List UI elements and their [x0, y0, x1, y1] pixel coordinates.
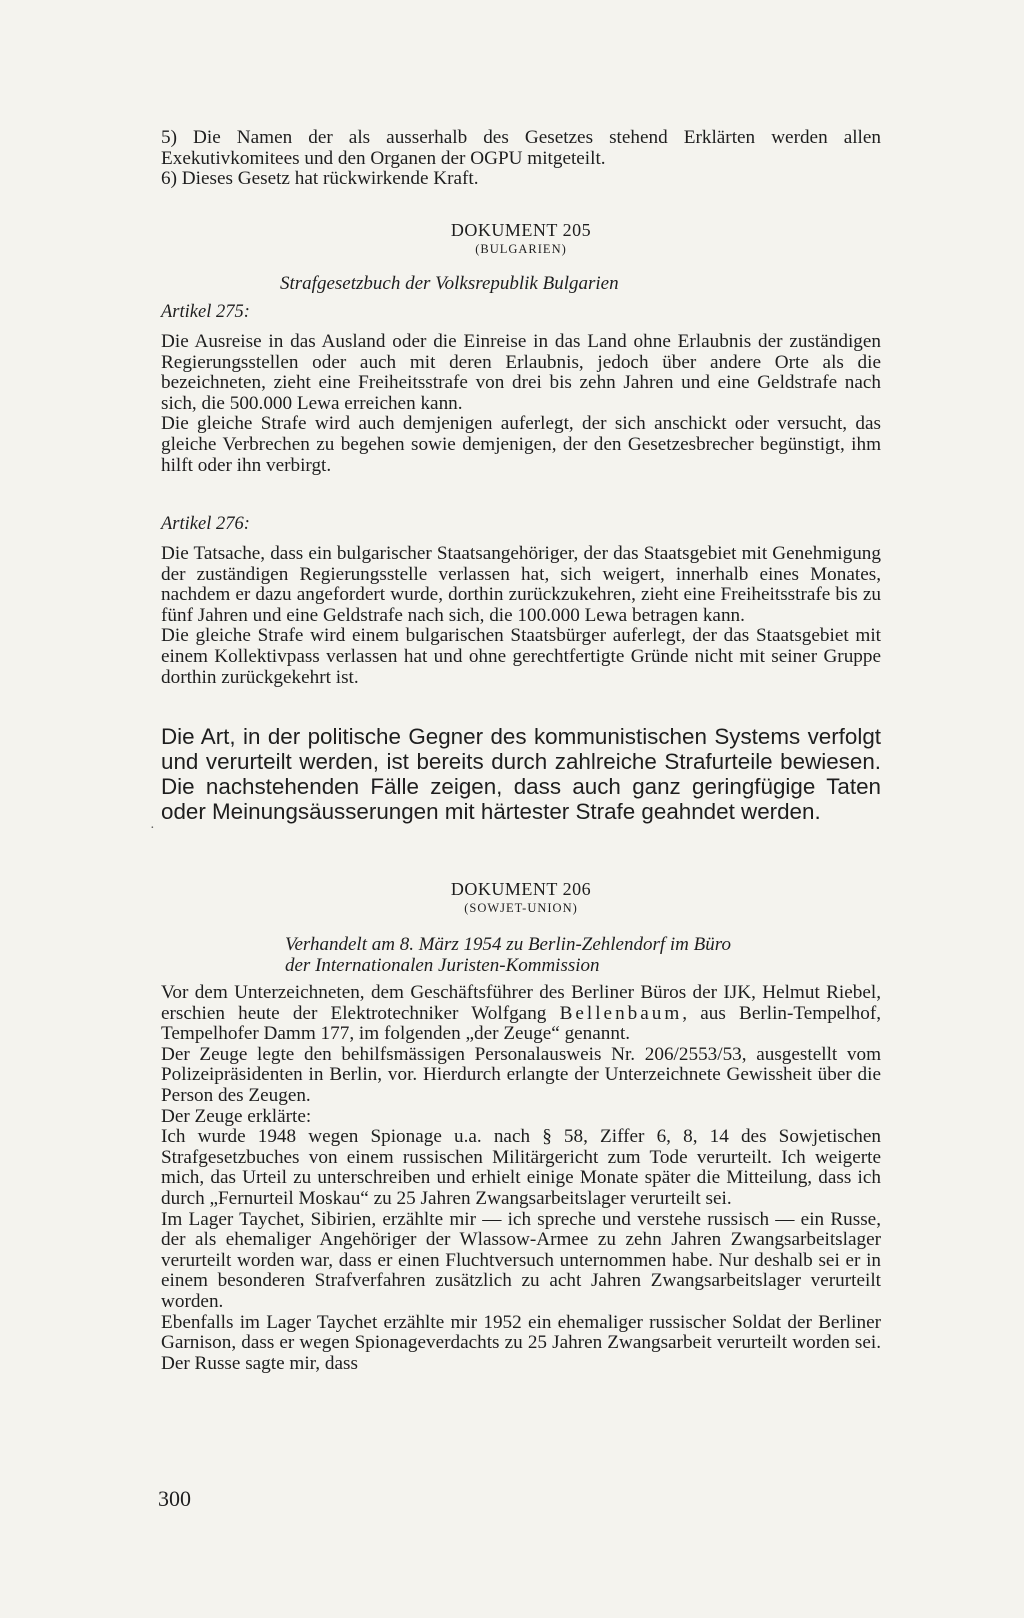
witness-name: Bellenbaum	[559, 1002, 683, 1024]
article-276-paragraph-1: Die Tatsache, dass ein bulgarischer Staatsangehöriger, der das Staatsgebiet mit Genehmigung der zuständigen Regierungsstelle verlassen hat, sich weigert, innerhalb eines Monates, nachdem er dazu angefordert wurde, dorthin zurückzukehren, zieht eine Freiheitsstrafe bis zu fünf Jahren und eine Geldstrafe nach sich, die 100.000 Lewa betragen kann.	[161, 543, 881, 626]
doc206-place-line-1: Verhandelt am 8. März 1954 zu Berlin-Zehlendorf im Büro	[285, 934, 731, 955]
doc206-country: (SOWJET-UNION)	[464, 901, 578, 915]
doc206-paragraph-1b: , aus Berlin-Tempelhof, Tempelhofer Damm 177, im folgenden „der Zeuge“ genannt.	[161, 1002, 882, 1045]
article-275-label: Artikel 275:	[161, 302, 250, 322]
article-275-body	[161, 332, 881, 476]
doc206-place-header	[285, 934, 881, 976]
doc206-paragraph-2: Der Zeuge legte den behilfsmässigen Personalausweis Nr. 206/2553/53, ausgestellt vom Polizeipräsidenten in Berlin, vor. Hierdurch erlangte der Unterzeichnete Gewissheit über die Person des Zeugen.	[161, 1043, 881, 1106]
intro-section	[161, 128, 881, 190]
margin-mark: ·	[150, 821, 155, 836]
commentary-paragraph: Die Art, in der politische Gegner des kommunistischen Systems verfolgt und verurteilt werden, ist bereits durch zahlreiche Strafurteile bewiesen. Die nachstehenden Fälle zeigen, dass auch ganz geringfügige Taten oder Meinungsäusserungen mit härtester Strafe geahndet werden.	[161, 724, 881, 824]
doc206-paragraph-5: Im Lager Taychet, Sibirien, erzählte mir — ich spreche und verstehe russisch — ein Russe, der als ehemaliger Angehöriger der Wlassow-Armee zu zehn Jahren Zwangsarbeitslager verurteilt worden war, dass er einen Fluchtversuch unternommen habe. Nur deshalb sei er in einem besonderen Strafverfahren zusätzlich zu acht Jahren Zwangsarbeitslager verurteilt worden.	[161, 1208, 881, 1312]
doc205-country: (BULGARIEN)	[475, 242, 567, 256]
doc205-heading	[161, 219, 881, 257]
doc206-heading	[161, 878, 881, 916]
doc205-law-title: Strafgesetzbuch der Volksrepublik Bulgarien	[280, 273, 619, 294]
article-276-paragraph-2: Die gleiche Strafe wird einem bulgarischen Staatsbürger auferlegt, der das Staatsgebiet mit einem Kollektivpass verlassen hat und ohne gerechtfertigte Gründe nicht mit seiner Gruppe dorthin zurückgekehrt ist.	[161, 625, 881, 688]
paragraph-6: 6) Dieses Gesetz hat rückwirkende Kraft.	[161, 168, 479, 190]
article-275-paragraph-2: Die gleiche Strafe wird auch demjenigen auferlegt, der sich anschickt oder versucht, das gleiche Verbrechen zu begehen sowie demjenigen, der den Gesetzesbrecher begünstigt, ihm hilft oder ihn verbirgt.	[161, 413, 881, 476]
doc205-title: DOKUMENT 205	[450, 220, 592, 240]
doc206-title: DOKUMENT 206	[450, 879, 592, 899]
doc206-paragraph-3: Der Zeuge erklärte:	[161, 1105, 312, 1127]
doc206-place-line-2: der Internationalen Juristen-Kommission	[285, 955, 600, 976]
page-number: 300	[158, 1486, 191, 1511]
paragraph-5: 5) Die Namen der als ausserhalb des Gesetzes stehend Erklärten werden allen Exekutivkomitees und den Organen der OGPU mitgeteilt.	[161, 127, 881, 169]
article-275-paragraph-1: Die Ausreise in das Ausland oder die Einreise in das Land ohne Erlaubnis der zuständigen Regierungsstellen oder auch mit deren Erlaubnis, jedoch über andere Orte als die bezeichneten, zieht eine Freiheitsstrafe von drei bis zehn Jahren und eine Geldstrafe nach sich, die 500.000 Lewa erreichen kann.	[161, 331, 881, 414]
doc206-paragraph-6: Ebenfalls im Lager Taychet erzählte mir 1952 ein ehemaliger russischer Soldat der Berliner Garnison, dass er wegen Spionageverdachts zu 25 Jahren Zwangsarbeit verurteilt worden sei. Der Russe sagte mir, dass	[161, 1311, 881, 1374]
article-276-label: Artikel 276:	[161, 514, 250, 534]
doc206-body	[161, 983, 881, 1374]
doc206-paragraph-4: Ich wurde 1948 wegen Spionage u.a. nach § 58, Ziffer 6, 8, 14 des Sowjetischen Strafgesetzbuches von einem russischen Militärgericht zum Tode verurteilt. Ich weigerte mich, das Urteil zu unterschreiben und erhielt einige Monate später die Mitteilung, dass ich durch „Fernurteil Moskau“ zu 25 Jahren Zwangsarbeitslager verurteilt sei.	[161, 1126, 881, 1209]
commentary-section	[161, 724, 881, 824]
article-276-body	[161, 544, 881, 688]
doc206-paragraph-1a: Vor dem Unterzeichneten, dem Geschäftsführer des Berliner Büros der IJK, Helmut Riebel, erschien heute der Elektrotechniker Wolfgang	[161, 982, 881, 1024]
doc206-paragraph-1	[161, 983, 881, 1045]
